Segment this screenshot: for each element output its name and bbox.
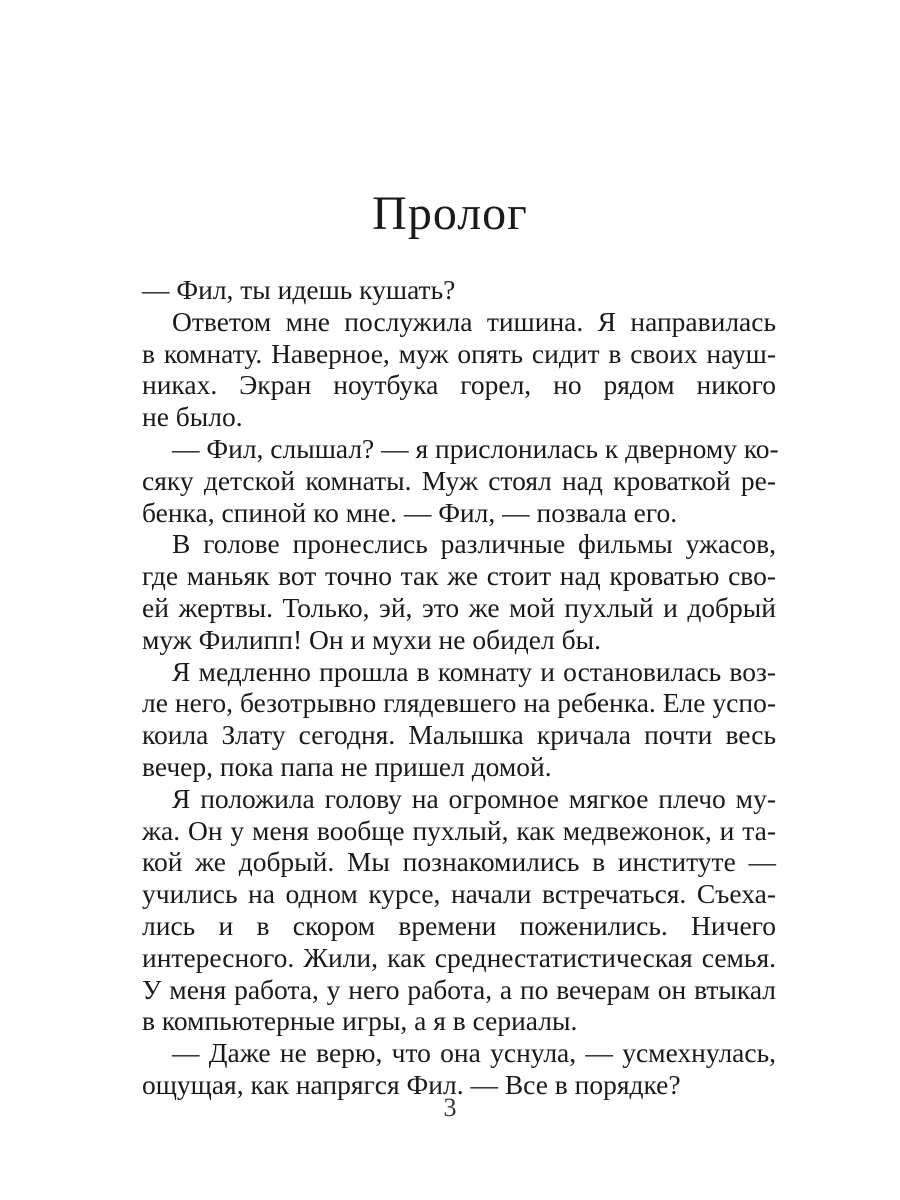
text-line: не было.: [142, 401, 243, 433]
text-line: бенка, спиной ко мне. — Фил, — позвала его.: [142, 496, 678, 528]
text-line: лись и в скором времени поженились. Ничего: [142, 909, 776, 941]
text-line: В голове пронеслись различные фильмы ужасов,: [172, 528, 776, 560]
text-line: муж Филипп! Он и мухи не обидел бы.: [142, 623, 601, 655]
text-line: Я положила голову на огромное мягкое плечо му-: [172, 782, 776, 814]
text-line: в компьютерные игры, а я в сериалы.: [142, 1005, 578, 1037]
text-line: в комнату. Наверное, муж опять сидит в своих науш-: [142, 337, 776, 369]
chapter-title: Пролог: [372, 187, 528, 240]
text-line: — Даже не верю, что она уснула, — усмехнулась,: [172, 1037, 776, 1069]
text-line: вечер, пока папа не пришел домой.: [142, 750, 552, 782]
text-line: кой же добрый. Мы познакомились в институте —: [142, 846, 776, 878]
text-line: сяку детской комнаты. Муж стоял над кроваткой ре-: [142, 464, 776, 496]
text-line: Я медленно прошла в комнату и остановилась воз-: [172, 655, 776, 687]
text-line: ле него, безотрывно глядевшего на ребенка. Еле успо-: [142, 687, 776, 719]
text-line: — Фил, ты идешь кушать?: [142, 274, 456, 305]
text-line: коила Злату сегодня. Малышка кричала почти весь: [142, 719, 776, 751]
text-line: где маньяк вот точно так же стоит над кроватью сво-: [142, 560, 776, 592]
text-line: никах. Экран ноутбука горел, но рядом никого: [142, 369, 776, 401]
text-line: жа. Он у меня вообще пухлый, как медвежонок, и та-: [142, 814, 776, 846]
text-line: ощущая, как напрягся Фил. — Все в порядке?: [142, 1068, 681, 1100]
text-line: У меня работа, у него работа, а по вечерам он втыкал: [142, 973, 776, 1005]
text-line: ей жертвы. Только, эй, это же мой пухлый и добрый: [142, 591, 776, 623]
text-line: — Фил, слышал? — я прислонилась к дверному ко-: [172, 432, 779, 464]
body-text: [142, 274, 779, 1101]
page-number: 3: [443, 1093, 457, 1122]
text-line: Ответом мне послужила тишина. Я направилась: [172, 305, 776, 337]
text-line: интересного. Жили, как среднестатистическая семья.: [142, 941, 776, 973]
text-line: учились на одном курсе, начали встречаться. Съеха-: [142, 878, 776, 910]
